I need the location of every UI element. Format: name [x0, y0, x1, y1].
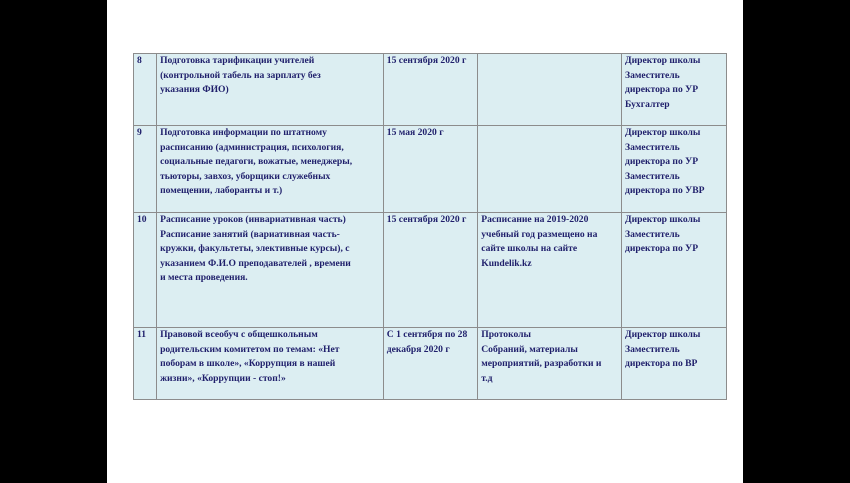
- task-line: тьюторы, завхоз, уборщики служебных: [160, 170, 331, 182]
- result-cell: [478, 213, 622, 328]
- date-line: 15 мая 2020 г: [386, 127, 444, 138]
- row-number: 8: [137, 55, 142, 66]
- table-row: [134, 126, 727, 213]
- result-line: учебный год размещено на: [481, 228, 598, 240]
- date-line: С 1 сентября по 28: [386, 329, 468, 340]
- row-number-cell: [134, 213, 157, 328]
- task-line: Правовой всеобуч с общешкольным: [160, 329, 318, 340]
- responsible-line: Директор школы: [625, 55, 701, 66]
- responsible-line: Заместитель: [625, 228, 680, 240]
- task-line: и места проведения.: [160, 272, 248, 284]
- task-line: Расписание уроков (инвариативная часть): [160, 214, 346, 225]
- task-line: указанием Ф.И.О преподавателей , времени: [160, 257, 351, 269]
- date-cell: [383, 54, 477, 126]
- row-number: 10: [137, 214, 147, 225]
- result-cell: [478, 54, 622, 126]
- row-number: 11: [137, 329, 147, 340]
- responsible-line: директора по УР: [625, 243, 699, 255]
- responsible-line: директора по УР: [625, 84, 699, 96]
- date-cell: [383, 126, 477, 213]
- date-cell: [383, 328, 477, 400]
- responsible-cell: [622, 213, 727, 328]
- row-number-cell: [134, 126, 157, 213]
- task-line: социальные педагоги, вожатые, менеджеры,: [160, 156, 353, 168]
- task-line: указания ФИО): [160, 84, 229, 96]
- date-line: 15 сентября 2020 г: [386, 55, 467, 66]
- task-line: Подготовка тарификации учителей: [160, 55, 315, 66]
- plan-table: [133, 53, 727, 400]
- responsible-line: директора по ВР: [625, 358, 698, 370]
- result-line: Протоколы: [481, 329, 532, 340]
- row-number-cell: [134, 54, 157, 126]
- responsible-cell: [622, 328, 727, 400]
- task-cell: [157, 54, 384, 126]
- table-row: [134, 54, 727, 126]
- responsible-cell: [622, 126, 727, 213]
- responsible-line: Заместитель: [625, 141, 680, 153]
- result-line: Собраний, материалы: [481, 343, 578, 355]
- task-line: помещении, лаборанты и т.): [160, 185, 283, 197]
- task-cell: [157, 126, 384, 213]
- responsible-line: Директор школы: [625, 329, 701, 340]
- date-cell: [383, 213, 477, 328]
- task-line: жизни», «Коррупции - стоп!»: [160, 372, 286, 384]
- responsible-cell: [622, 54, 727, 126]
- responsible-line: Заместитель: [625, 69, 680, 81]
- responsible-line: Директор школы: [625, 214, 701, 225]
- responsible-line: директора по УВР: [625, 185, 705, 197]
- task-line: родительским комитетом по темам: «Нет: [160, 343, 340, 355]
- task-line: (контрольной табель на зарплату без: [160, 69, 321, 81]
- responsible-line: Директор школы: [625, 127, 701, 138]
- row-number-cell: [134, 328, 157, 400]
- table-row: [134, 328, 727, 400]
- task-line: кружки, факультеты, элективные курсы), с: [160, 243, 350, 255]
- result-line: сайте школы на сайте: [481, 243, 578, 255]
- task-line: поборам в школе», «Коррупция в нашей: [160, 358, 336, 370]
- date-line: декабря 2020 г: [386, 343, 450, 355]
- table-row: [134, 213, 727, 328]
- plan-table-body: [134, 54, 727, 400]
- responsible-line: Заместитель: [625, 170, 680, 182]
- task-cell: [157, 213, 384, 328]
- date-line: 15 сентября 2020 г: [386, 214, 467, 225]
- responsible-line: Бухгалтер: [625, 98, 670, 110]
- responsible-line: директора по УР: [625, 156, 699, 168]
- task-line: Расписание занятий (вариативная часть-: [160, 228, 340, 240]
- result-cell: [478, 126, 622, 213]
- slide-page: [107, 0, 743, 483]
- result-cell: [478, 328, 622, 400]
- task-cell: [157, 328, 384, 400]
- result-line: т.д: [481, 372, 493, 384]
- task-line: Подготовка информации по штатному: [160, 127, 327, 138]
- task-line: расписанию (администрация, психология,: [160, 141, 344, 153]
- row-number: 9: [137, 127, 142, 138]
- responsible-line: Заместитель: [625, 343, 680, 355]
- result-line: мероприятий, разработки и: [481, 358, 602, 370]
- result-line: Расписание на 2019-2020: [481, 214, 589, 225]
- result-line: Kundelik.kz: [481, 257, 532, 269]
